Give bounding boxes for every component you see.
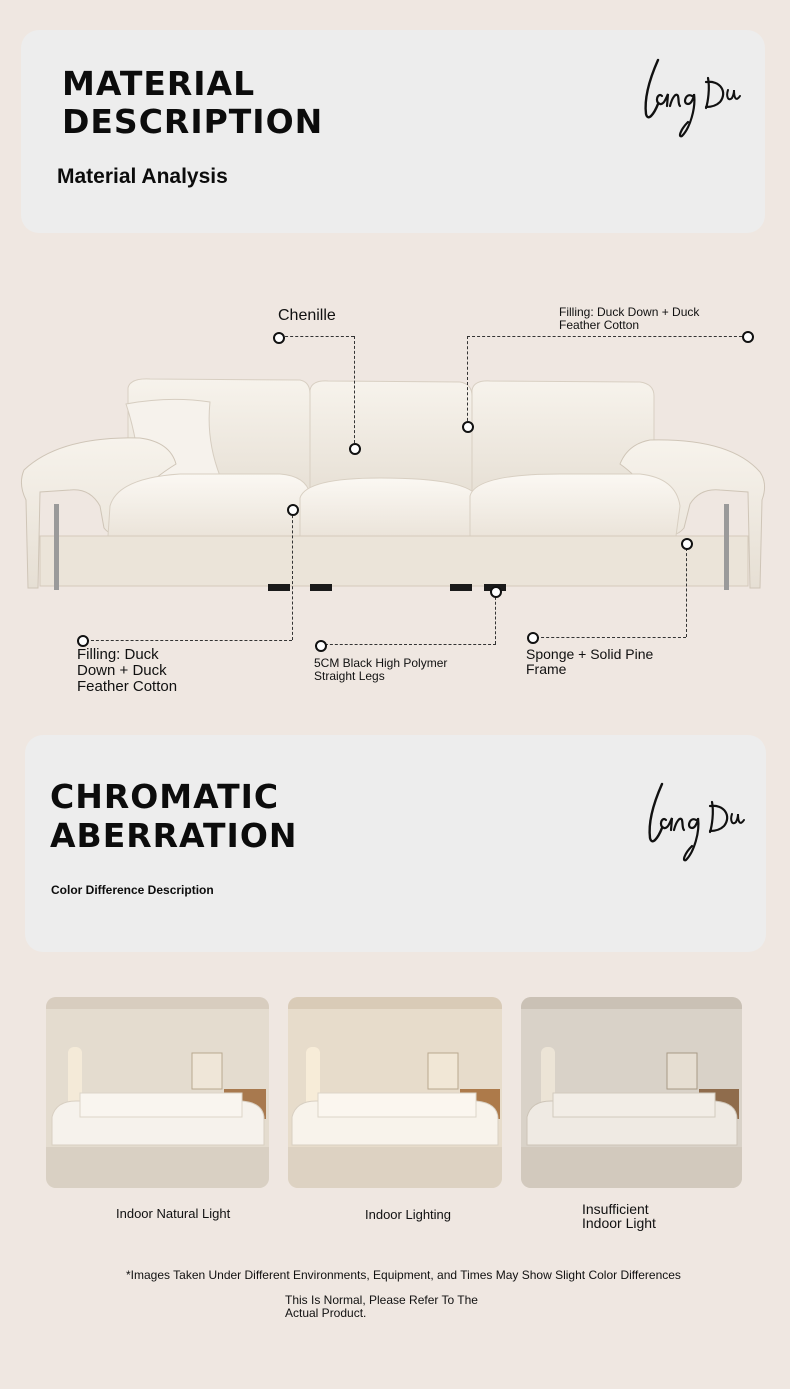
callout-line [536, 637, 686, 638]
material-title-line2: DESCRIPTION [62, 102, 324, 141]
callout-line [292, 510, 293, 640]
chromatic-subtitle: Color Difference Description [51, 883, 214, 897]
callout-frame: Sponge + Solid Pine Frame [526, 646, 654, 677]
callout-line [86, 640, 292, 641]
sofa-illustration [0, 360, 790, 600]
room-photo-insufficient-light [521, 997, 742, 1188]
callout-dot [315, 640, 327, 652]
callout-filling-top: Filling: Duck Down + Duck Feather Cotton [559, 305, 700, 332]
color-disclaimer: *Images Taken Under Different Environments, Equipment, and Times May Show Slight Color Differences [126, 1268, 681, 1282]
callout-line [320, 644, 496, 645]
callout-dot [273, 332, 285, 344]
callout-line [495, 592, 496, 644]
photo-caption: Indoor Lighting [365, 1207, 452, 1222]
callout-dot [681, 538, 693, 550]
photo-caption: Insufficient Indoor Light [582, 1201, 656, 1231]
callout-line [354, 336, 355, 448]
callout-line [280, 336, 354, 337]
callout-dot [490, 586, 502, 598]
callout-dot [527, 632, 539, 644]
photo-caption: Indoor Natural Light [116, 1206, 231, 1221]
callout-dot [742, 331, 754, 343]
callout-dot [349, 443, 361, 455]
material-title-line1: MATERIAL [62, 64, 256, 103]
callout-dot [462, 421, 474, 433]
room-photo-indoor-lighting [288, 997, 502, 1188]
callout-line [686, 543, 687, 637]
material-subtitle: Material Analysis [57, 165, 228, 188]
brand-signature-logo [636, 52, 746, 142]
chromatic-title-line2: ABERRATION [50, 816, 298, 855]
chromatic-title-line1: CHROMATIC [50, 777, 280, 816]
callout-chenille: Chenille [278, 307, 336, 324]
room-photo-natural-light [46, 997, 269, 1188]
callout-legs: 5CM Black High Polymer Straight Legs [314, 656, 448, 683]
color-disclaimer-followup: This Is Normal, Please Refer To The Actual Product. [285, 1293, 478, 1321]
callout-line [467, 336, 747, 337]
callout-line [467, 336, 468, 426]
brand-signature-logo [640, 776, 750, 866]
callout-dot [287, 504, 299, 516]
callout-filling-bottom: Filling: Duck Down + Duck Feather Cotton [77, 646, 178, 695]
